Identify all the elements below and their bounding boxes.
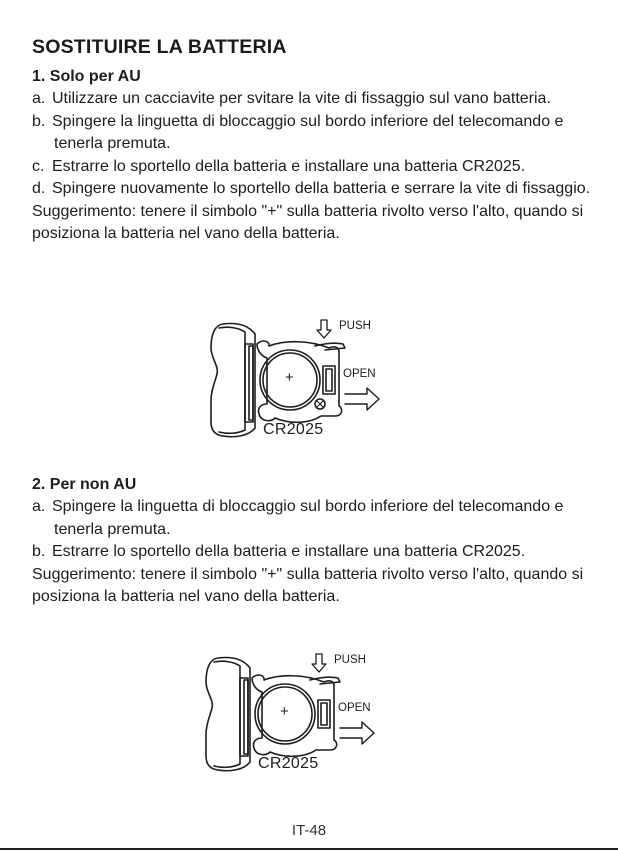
open-label: OPEN: [338, 702, 371, 714]
step-item: [32, 156, 592, 179]
step-label: b.: [32, 112, 46, 130]
remote-inner-edge: [214, 661, 240, 767]
step-label: d.: [32, 180, 46, 197]
open-arrow-icon: [340, 722, 374, 744]
step-label: a.: [32, 90, 46, 107]
battery-model-label: CR2025: [263, 421, 324, 438]
plus-symbol: +: [285, 369, 294, 386]
step-item: [32, 496, 592, 541]
step-item: [32, 541, 592, 564]
battery-diagram-au: [205, 318, 395, 443]
step-text: Spingere la linguetta di bloccaggio sul bordo inferiore del telecomando e tenerla premuta.: [52, 112, 564, 152]
battery-contact-outer: [318, 700, 330, 728]
battery-contact-inner: [321, 703, 327, 725]
push-arrow-icon: [317, 320, 331, 338]
step-text: Utilizzare un cacciavite per svitare la vite di fissaggio sul vano batteria.: [52, 90, 551, 107]
battery-contact-inner: [326, 369, 332, 391]
tip-text: Suggerimento: tenere il simbolo "+" sulla batteria rivolto verso l'alto, quando si posiziona la batteria nel vano della batteria.: [32, 202, 584, 242]
step-item: [32, 88, 592, 111]
page-number: IT-48: [291, 822, 327, 839]
step-label: b.: [32, 543, 46, 560]
step-label: a.: [32, 498, 46, 515]
section-heading: 2. Per non AU: [32, 476, 137, 493]
step-item: [32, 178, 592, 201]
section-non-au: [32, 474, 592, 609]
battery-door-outline: [252, 675, 337, 756]
battery-door-outline: [257, 341, 342, 422]
locking-tab: [315, 343, 345, 350]
remote-inner-edge: [219, 327, 245, 433]
section-heading: 1. Solo per AU: [32, 68, 141, 85]
door-rail-inner: [249, 346, 253, 420]
locking-tab: [310, 677, 340, 684]
push-label: PUSH: [334, 654, 366, 666]
battery-contact-outer: [323, 366, 335, 394]
plus-symbol: +: [280, 703, 289, 720]
step-text: Estrarre lo sportello della batteria e installare una batteria CR2025.: [52, 543, 526, 560]
bottom-divider: [0, 848, 618, 850]
step-item: [32, 111, 592, 156]
step-text: Spingere nuovamente lo sportello della batteria e serrare la vite di fissaggio.: [52, 180, 591, 197]
push-label: PUSH: [339, 320, 371, 332]
step-label: c.: [32, 157, 45, 175]
page-title: SOSTITUIRE LA BATTERIA: [32, 36, 287, 58]
tip-text: Suggerimento: tenere il simbolo "+" sulla batteria rivolto verso l'alto, quando si posiziona la batteria nel vano della batteria.: [32, 565, 584, 605]
open-label: OPEN: [343, 368, 376, 380]
push-arrow-icon: [312, 654, 326, 672]
section-au: [32, 66, 592, 246]
door-rail-inner: [244, 680, 248, 754]
step-text: Spingere la linguetta di bloccaggio sul bordo inferiore del telecomando e tenerla premuta.: [52, 498, 564, 538]
open-arrow-icon: [345, 388, 379, 410]
battery-diagram-non-au: [200, 652, 390, 777]
battery-model-label: CR2025: [258, 755, 319, 772]
step-text: Estrarre lo sportello della batteria e installare una batteria CR2025.: [52, 157, 526, 175]
